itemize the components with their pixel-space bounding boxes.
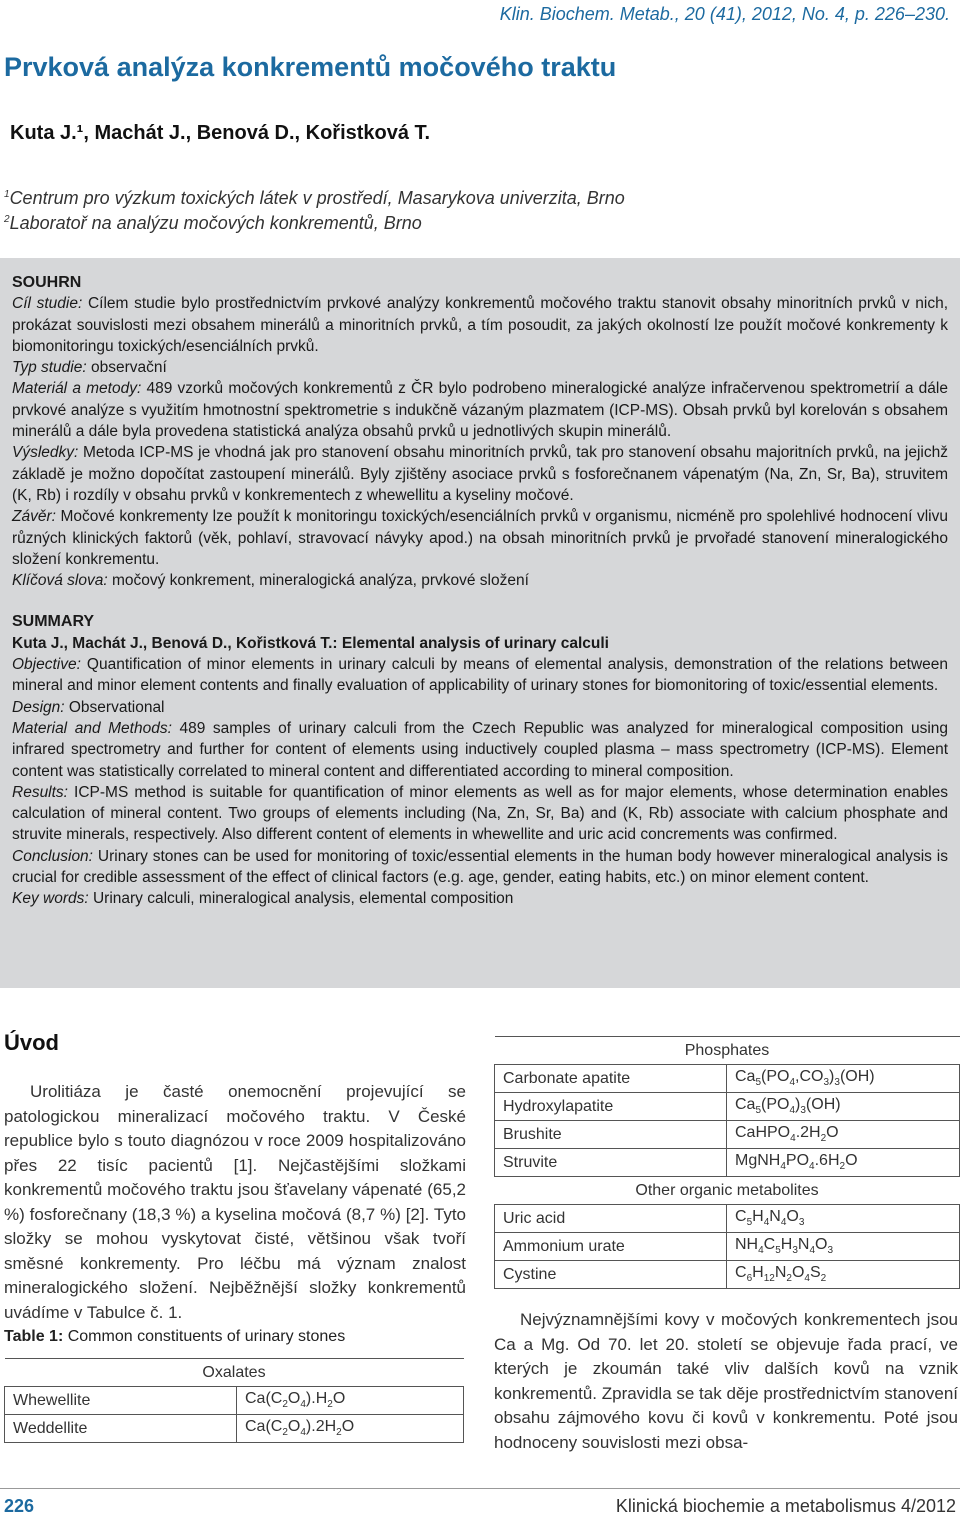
formula-part: O xyxy=(287,1390,301,1408)
affiliation-2 xyxy=(4,213,422,234)
formula-part: NH xyxy=(735,1236,759,1254)
table-row xyxy=(495,1093,960,1121)
table-group-row xyxy=(495,1177,960,1205)
formula-cell xyxy=(727,1121,960,1149)
formula-cell xyxy=(237,1415,464,1443)
formula-subscript: 6 xyxy=(746,1273,753,1285)
formula-subscript: 4 xyxy=(763,1217,770,1229)
formula-part: O xyxy=(826,1124,839,1142)
formula-part: PO xyxy=(785,1152,810,1170)
paragraph-text: Metoda ICP-MS je vhodná jak pro stanovení obsahu minoritních prvků, tak pro stanovení obsahu majoritních prvků, na jejichž základě je možno dopočítat zastoupení minerálů. Byly zjištěny asociace prvků s fosforečnanem vápenatým (Na, Zn, Sr, Ba), struvitem (K, Rb) i rozdíly v obsahu prvků v konkrementech z whewellitu a kyseliny močové. xyxy=(12,444,948,504)
paragraph-text: Urinary stones can be used for monitoring of toxic/essential elements in the human body however mineralogical analysis is crucial for credible assessment of the effect of clinical factors (e.g. age, gender, eating habits, etc.) on minor element content. xyxy=(12,847,948,887)
formula-cell xyxy=(727,1093,960,1121)
formula-part: Ca xyxy=(735,1068,756,1086)
formula-subscript: 5 xyxy=(755,1077,762,1089)
formula-part: N xyxy=(774,1264,787,1282)
affiliation-1 xyxy=(4,188,625,209)
formula-part: N xyxy=(769,1208,781,1226)
right-column-paragraph xyxy=(494,1308,958,1455)
formula-part: O xyxy=(786,1208,799,1226)
formula-subscript: 2 xyxy=(786,1273,792,1285)
table-group-header: Oxalates xyxy=(5,1359,464,1387)
formula-part: H xyxy=(752,1264,764,1282)
affiliation-text: Laboratoř na analýzu močových konkrementů, Brno xyxy=(9,213,422,233)
formula-part: ,CO xyxy=(795,1068,824,1086)
formula-part: Ca xyxy=(735,1096,756,1114)
souhrn-paragraph xyxy=(12,357,948,378)
formula-part: C xyxy=(735,1264,747,1282)
summary-paragraph xyxy=(12,697,948,718)
formula-subscript: 2 xyxy=(282,1427,288,1439)
formula-subscript: 3 xyxy=(823,1077,830,1089)
formula-subscript: 4 xyxy=(789,1077,796,1089)
table-row xyxy=(5,1387,464,1415)
formula-subscript: 4 xyxy=(300,1427,306,1439)
affiliation-marker: 2 xyxy=(4,214,10,225)
formula-cell xyxy=(727,1065,960,1093)
mineral-name-cell: Whewellite xyxy=(5,1387,237,1415)
formula-subscript: 2 xyxy=(820,1273,827,1285)
mineral-name-cell: Struvite xyxy=(495,1149,727,1177)
formula-subscript: 3 xyxy=(827,1245,834,1257)
summary-paragraph xyxy=(12,654,948,697)
footer-journal-name: Klinická biochemie a metabolismus 4/2012 xyxy=(615,1496,956,1516)
formula-part: ) xyxy=(795,1096,801,1114)
formula-subscript: 4 xyxy=(789,1105,796,1117)
formula-part: O xyxy=(341,1418,355,1436)
summary-citation: Kuta J., Machát J., Benová D., Kořistková T.: Elemental analysis of urinary calculi xyxy=(12,634,609,652)
paragraph-label: Klíčová slova: xyxy=(12,572,108,590)
formula-part: O xyxy=(287,1418,301,1436)
table-row xyxy=(495,1233,960,1261)
formula-subscript: 2 xyxy=(327,1399,333,1411)
table-caption-label: Table 1: xyxy=(4,1328,64,1345)
formula-subscript: 3 xyxy=(834,1077,840,1089)
formula-subscript: 4 xyxy=(790,1133,796,1145)
paragraph-text: močový konkrement, mineralogická analýza, prvkové složení xyxy=(107,572,529,590)
mineral-name-cell: Brushite xyxy=(495,1121,727,1149)
formula-subscript: 4 xyxy=(780,1217,787,1229)
formula-subscript: 5 xyxy=(755,1105,762,1117)
table-phosphates-organic xyxy=(494,1036,960,1289)
formula-subscript: 12 xyxy=(763,1273,775,1285)
paragraph-label: Typ studie: xyxy=(12,359,87,377)
author-list: Kuta J.¹, Machát J., Benová D., Kořistková T. xyxy=(10,122,431,144)
mineral-name-cell: Uric acid xyxy=(495,1205,727,1233)
souhrn-paragraph xyxy=(12,378,948,442)
table-row xyxy=(495,1261,960,1289)
table-group-row xyxy=(495,1037,960,1065)
formula-subscript: 3 xyxy=(792,1245,798,1257)
abstract-content xyxy=(12,272,948,910)
formula-part: .2H xyxy=(795,1124,821,1142)
right-paragraph-text: Nejvýznamnějšími kovy v močových konkrementech jsou Ca a Mg. Od 70. let 20. století se objevuje řada prací, ve kterých je zkoumán také vliv dalších kovů na vznik konkrementů. Zpravidla se tak děje prostřednictvím stanovení obsahu zájmového kovu či kovů v konkrementu. Poté jsou hodnoceny souvislosti mezi obsa- xyxy=(494,1310,958,1452)
footer-divider xyxy=(0,1488,960,1489)
formula-part: O xyxy=(815,1236,828,1254)
paragraph-text: observační xyxy=(86,359,167,377)
formula-subscript: 2 xyxy=(820,1133,827,1145)
formula-part: O xyxy=(791,1264,805,1282)
formula-part: C xyxy=(763,1236,776,1254)
formula-subscript: 5 xyxy=(775,1245,781,1257)
paragraph-text: 489 vzorků močových konkrementů z ČR bylo podrobeno mineralogické analýze infračervenou spektrometrií a dále prvkové analýze s využitím hmotnostní spektrometrie s indukčně vázaným plazmatem (ICP-MS). Obsah prvků byl korelován s obsahem minerálů a dále byla provedena statistická analýza obsahů prvků u jednotlivých skupin minerálů. xyxy=(12,380,948,441)
paragraph-label: Key words: xyxy=(12,890,89,908)
table-row xyxy=(495,1149,960,1177)
intro-paragraph xyxy=(4,1080,466,1325)
formula-subscript: 4 xyxy=(804,1273,810,1285)
table-group-header: Phosphates xyxy=(495,1037,960,1065)
formula-cell xyxy=(727,1149,960,1177)
paragraph-text: Močové konkrementy lze použít k monitoringu toxických/esenciálních prvků v organismu, nicméně pro spolehlivé hodnocení vlivu různých klinických faktorů (věk, pohlaví, stravovací návyky apod.) na obsah minoritních prvků je prvořadé stanovení mineralogického složení konkrementu. xyxy=(12,508,948,568)
formula-part: H xyxy=(780,1236,793,1254)
table-row xyxy=(495,1121,960,1149)
formula-part: O xyxy=(332,1390,346,1408)
mineral-name-cell: Weddellite xyxy=(5,1415,237,1443)
table-row xyxy=(495,1205,960,1233)
formula-part: ) xyxy=(829,1068,835,1086)
journal-reference: Klin. Biochem. Metab., 20 (41), 2012, No. 4, p. 226–230. xyxy=(499,4,950,24)
paragraph-indent xyxy=(494,1310,520,1329)
affiliation-marker: 1 xyxy=(4,189,10,200)
formula-subscript: 2 xyxy=(839,1161,846,1173)
formula-part: C xyxy=(735,1208,747,1226)
paragraph-text: Observational xyxy=(64,698,165,716)
paragraph-label: Design: xyxy=(12,698,65,716)
formula-part: (OH) xyxy=(805,1096,841,1114)
paragraph-label: Material and Methods: xyxy=(12,719,172,737)
formula-part: H xyxy=(752,1208,764,1226)
formula-part: (OH) xyxy=(839,1068,875,1086)
paragraph-label: Cíl studie: xyxy=(12,295,83,313)
formula-cell xyxy=(237,1387,464,1415)
formula-part: (PO xyxy=(761,1068,790,1086)
formula-cell xyxy=(727,1261,960,1289)
paragraph-label: Results: xyxy=(12,783,68,801)
formula-part: MgNH xyxy=(735,1152,781,1170)
souhrn-heading: SOUHRN xyxy=(12,274,82,291)
formula-part: Ca(C xyxy=(245,1418,283,1436)
mineral-name-cell: Cystine xyxy=(495,1261,727,1289)
paragraph-label: Conclusion: xyxy=(12,847,93,865)
formula-part: N xyxy=(797,1236,810,1254)
affiliation-text: Centrum pro výzkum toxických látek v prostředí, Masarykova univerzita, Brno xyxy=(9,188,625,208)
formula-subscript: 3 xyxy=(798,1217,805,1229)
formula-subscript: 4 xyxy=(809,1161,815,1173)
table-oxalates xyxy=(4,1358,464,1443)
mineral-name-cell: Carbonate apatite xyxy=(495,1065,727,1093)
formula-part: Ca(C xyxy=(245,1390,283,1408)
summary-paragraph xyxy=(12,718,948,782)
paragraph-text: Quantification of minor elements in urinary calculi by means of elemental analysis, demonstration of the relations between mineral and minor element contents and finally evaluation of applicability of urinary stones for biomonitoring of toxic/essential elements. xyxy=(12,656,948,695)
paragraph-text: Cílem studie bylo prostřednictvím prvkové analýzy konkrementů močového traktu stanovit obsahy minoritních prvků v nich, prokázat souvislosti mezi obsahem minerálů a minoritních prvků, a tím posoudit, za jakých okolností lze použít močové konkrementy k biomonitoringu toxických/esenciálních prvků. xyxy=(12,295,948,355)
paragraph-indent xyxy=(4,1082,30,1101)
summary-paragraph xyxy=(12,888,948,909)
article-title: Prvková analýza konkrementů močového traktu xyxy=(4,52,617,82)
summary-paragraph xyxy=(12,846,948,889)
table-row xyxy=(495,1065,960,1093)
formula-subscript: 2 xyxy=(282,1399,288,1411)
paragraph-label: Výsledky: xyxy=(12,444,79,462)
souhrn-paragraph xyxy=(12,570,948,591)
formula-subscript: 3 xyxy=(800,1105,806,1117)
abstract-panel xyxy=(0,258,960,988)
formula-subscript: 5 xyxy=(746,1217,753,1229)
formula-part: ).H xyxy=(305,1390,328,1408)
souhrn-paragraph xyxy=(12,506,948,570)
formula-part: CaHPO xyxy=(735,1124,791,1142)
paragraph-label: Objective: xyxy=(12,656,81,674)
summary-paragraph xyxy=(12,782,948,846)
formula-subscript: 4 xyxy=(758,1245,764,1257)
paragraph-text: ICP-MS method is suitable for quantification of minor elements as well as for major elements, whose determination enables calculation of mineral content. Two groups of elements including (Na, Zn, Sr, Ba) and (K, Rb) associate with calcium phosphate and struvite minerals, respectively. Also different content of elements in whewellite and uric acid concrements was confirmed. xyxy=(12,783,948,844)
formula-part: O xyxy=(845,1152,858,1170)
table-caption xyxy=(4,1328,345,1346)
formula-part: ).2H xyxy=(305,1418,337,1436)
formula-subscript: 4 xyxy=(300,1399,306,1411)
intro-paragraph-text: Urolitiáza je časté onemocnění projevující se patologickou mineralizací močového traktu. V České republice bylo s touto diagnózou v roce 2009 hospitalizováno přes 22 tisíc pacientů [1]. Nejčastějšími složkami konkrementů močového traktu jsou šťavelany vápenaté (65,2 %) fosforečnany (18,3 %) a kyselina močová (8,7 %) [2]. Tyto složky se mohou vyskytovat čisté, většinou však tvoří směsné konkrementy. Pro léčbu má význam znalost mineralogického složení. Nejběžnější složky konkrementů uvádíme v Tabulce č. 1. xyxy=(4,1082,466,1322)
formula-part: .6H xyxy=(814,1152,840,1170)
table-group-header: Other organic metabolites xyxy=(495,1177,960,1205)
formula-subscript: 4 xyxy=(780,1161,786,1173)
paragraph-text: Urinary calculi, mineralogical analysis, elemental composition xyxy=(88,890,514,908)
formula-subscript: 2 xyxy=(336,1427,342,1439)
souhrn-paragraph xyxy=(12,442,948,506)
formula-cell xyxy=(727,1205,960,1233)
page-number: 226 xyxy=(4,1496,35,1516)
souhrn-paragraph xyxy=(12,293,948,357)
formula-part: (PO xyxy=(761,1096,790,1114)
summary-heading: SUMMARY xyxy=(12,613,95,631)
table-group-row xyxy=(5,1359,464,1387)
mineral-name-cell: Hydroxylapatite xyxy=(495,1093,727,1121)
paragraph-label: Závěr: xyxy=(12,508,56,526)
table-row xyxy=(5,1415,464,1443)
mineral-name-cell: Ammonium urate xyxy=(495,1233,727,1261)
paragraph-text: 489 samples of urinary calculi from the Czech Republic was analyzed for mineralogical composition using infrared spectrometry and further for content of elements using inductively coupled plasma – mass spectrometry (ICP-MS). Element content was statistically correlated to mineral content and differentiated according to mineral composition. xyxy=(12,719,948,780)
paragraph-label: Materiál a metody: xyxy=(12,380,142,398)
formula-subscript: 4 xyxy=(809,1245,816,1257)
formula-cell xyxy=(727,1233,960,1261)
formula-part: S xyxy=(809,1264,821,1282)
table-caption-text: Common constituents of urinary stones xyxy=(63,1328,346,1345)
section-heading-uvod: Úvod xyxy=(4,1030,59,1055)
